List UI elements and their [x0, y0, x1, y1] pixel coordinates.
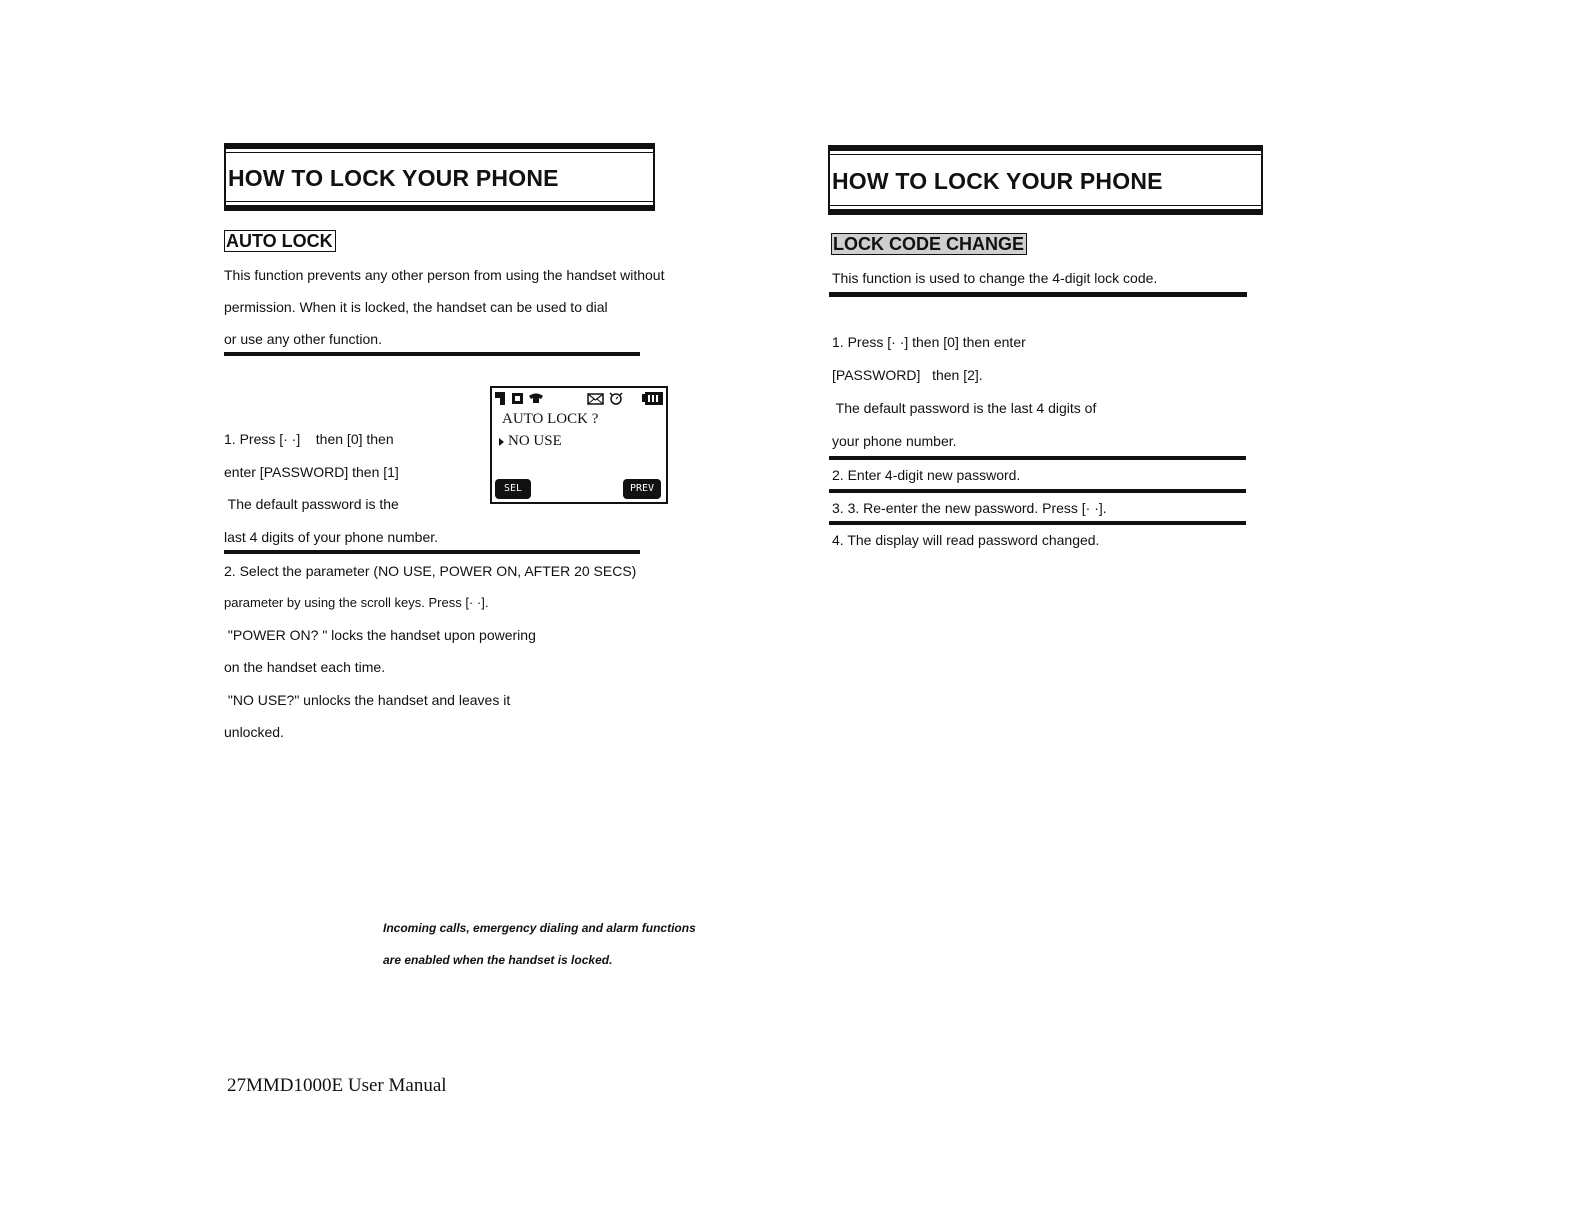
rstep1-line-1: 1. Press [· ·] then [0] then enter — [832, 334, 1026, 350]
lcd-prev-softkey[interactable]: PREV — [623, 479, 661, 499]
lcd-option: NO USE — [508, 433, 562, 449]
rstep1-line-4: your phone number. — [832, 433, 957, 449]
lock-code-change-heading: LOCK CODE CHANGE — [831, 233, 1027, 255]
phone-icon — [529, 394, 543, 404]
left-page-title: HOW TO LOCK YOUR PHONE — [228, 165, 559, 191]
lcd-screen — [490, 386, 668, 504]
rstep1-line-2: [PASSWORD] then [2]. — [832, 367, 983, 383]
envelope-icon — [588, 394, 603, 404]
left-divider-1 — [224, 352, 640, 356]
lcd-sel-softkey[interactable]: SEL — [495, 479, 531, 499]
step2-line-3: "POWER ON? " locks the handset upon powering — [224, 627, 536, 643]
step1-line-3: The default password is the — [224, 496, 399, 512]
step1-line-4: last 4 digits of your phone number. — [224, 529, 439, 545]
lcd-status-bar — [494, 390, 666, 408]
auto-lock-intro-line-1: This function prevents any other person from using the handset without — [224, 267, 665, 283]
step2-line-5: "NO USE?" unlocks the handset and leaves it — [224, 692, 511, 708]
selection-arrow-icon — [499, 438, 504, 446]
rstep2: 2. Enter 4-digit new password. — [832, 467, 1021, 483]
signal-icon — [495, 392, 505, 405]
locked-note-line-1: Incoming calls, emergency dialing and alarm functions — [383, 921, 696, 935]
step2-line-1: 2. Select the parameter (NO USE, POWER ON, AFTER 20 SECS) — [224, 563, 637, 579]
step2-line-4: on the handset each time. — [224, 659, 386, 675]
alarm-icon — [610, 393, 622, 404]
step1-line-1: 1. Press [· ·] then [0] then — [224, 431, 394, 447]
left-header-box — [224, 143, 655, 211]
battery-icon — [642, 392, 663, 405]
rstep3: 3. 3. Re-enter the new password. Press [· ·]. — [832, 500, 1107, 516]
step1-line-2: enter [PASSWORD] then [1] — [224, 464, 399, 480]
auto-lock-heading: AUTO LOCK — [224, 230, 336, 252]
auto-lock-intro-line-3: or use any other function. — [224, 331, 382, 347]
sms-icon — [512, 393, 523, 404]
right-header-box — [828, 145, 1263, 215]
locked-note-line-2: are enabled when the handset is locked. — [383, 953, 613, 967]
rstep1-line-3: The default password is the last 4 digits of — [832, 400, 1097, 416]
right-divider-4 — [829, 521, 1246, 525]
rstep4: 4. The display will read password changed. — [832, 532, 1100, 548]
step2-line-2: parameter by using the scroll keys. Press [· ·]. — [224, 595, 489, 610]
right-divider-1 — [829, 292, 1247, 297]
step2-line-6: unlocked. — [224, 724, 284, 740]
right-page-title: HOW TO LOCK YOUR PHONE — [832, 168, 1163, 194]
lcd-prompt: AUTO LOCK ? — [502, 411, 599, 427]
right-divider-3 — [829, 489, 1246, 493]
manual-footer: 27MMD1000E User Manual — [227, 1075, 447, 1096]
right-divider-2 — [829, 456, 1246, 460]
auto-lock-intro-line-2: permission. When it is locked, the handset can be used to dial — [224, 299, 608, 315]
lock-code-intro: This function is used to change the 4-digit lock code. — [832, 270, 1158, 286]
left-divider-2 — [224, 550, 640, 554]
